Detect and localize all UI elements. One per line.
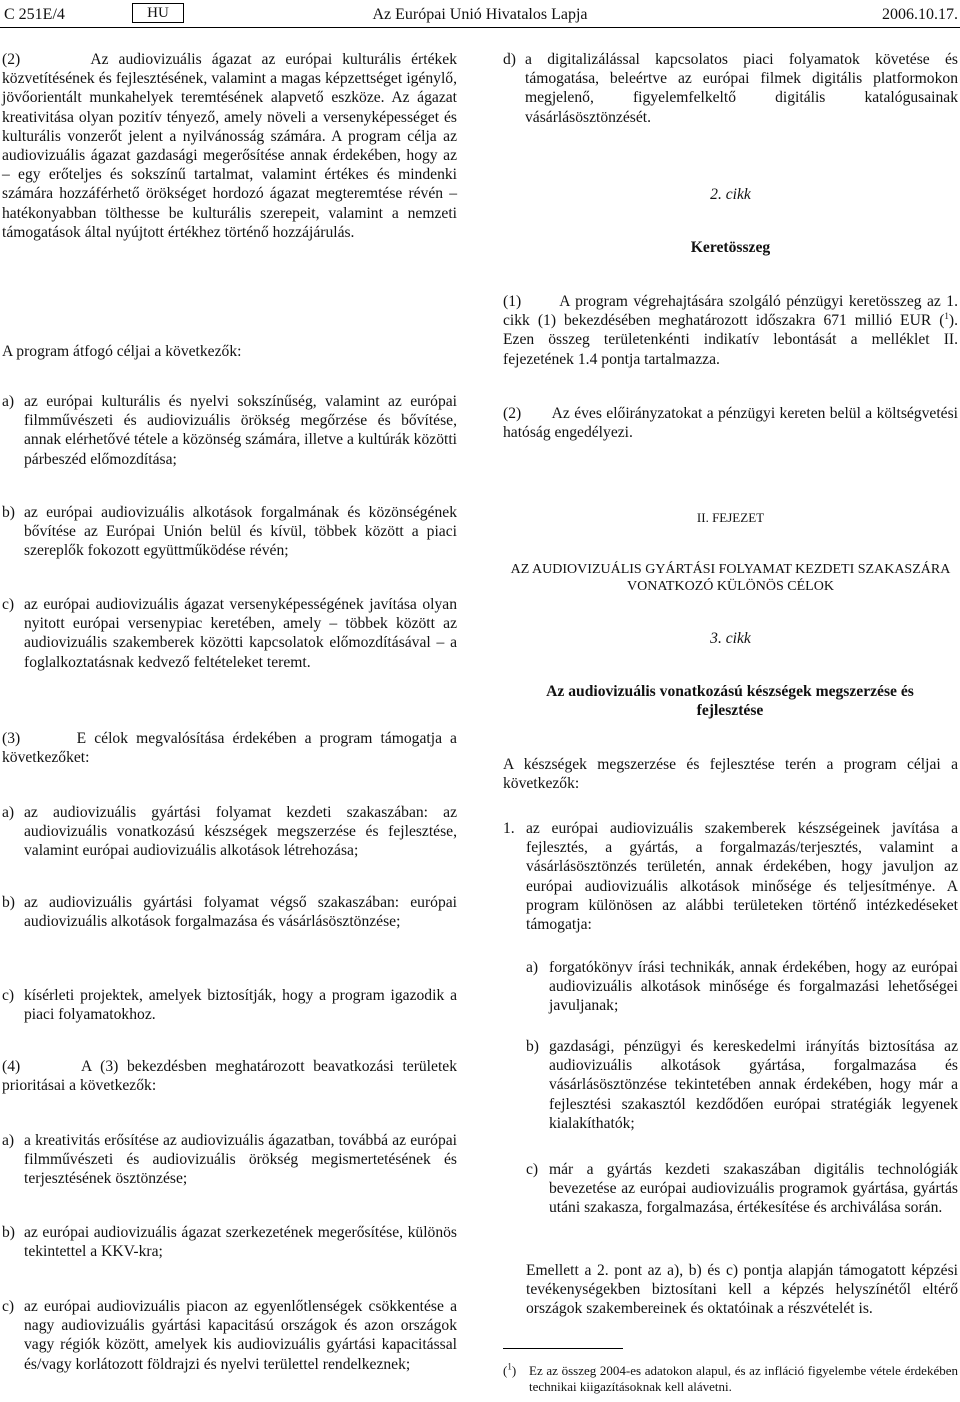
item-label: b) <box>2 894 15 911</box>
objectives-intro: A program átfogó céljai a következők: <box>2 343 242 360</box>
objective-b <box>2 503 457 561</box>
item-label: a) <box>2 393 15 410</box>
item-text: gazdasági, pénzügyi és kereskedelmi irányítás biztosítása az audiovizuális alkotások gyártása, forgalmazása és vásárlásösztönzése tekintetében annak érdekében, hogy már a fejlesztési szakasztól kezdődően európai stratégiák legyenek kialakíthatók; <box>549 1038 958 1132</box>
item-label: d) <box>503 51 516 68</box>
footnote-rule <box>503 1348 623 1349</box>
item-text: kísérleti projektek, amelyek biztosítják, hogy a program igazodik a piaci folyamatokhoz. <box>24 987 457 1024</box>
paragraph-text-cont: ). Ezen összeg területenkénti indikatív lebontását a melléklet II. fejezetének 1.4 pontja tartalmazza. <box>503 312 958 368</box>
paragraph-2 <box>2 50 457 242</box>
article-3-title: Az audiovizuális vonatkozású készségek megszerzése és fejlesztése <box>546 683 914 720</box>
paragraph-label: (1) <box>503 293 522 310</box>
article-2-paragraph-2 <box>503 404 958 442</box>
paragraph-text: Az éves előirányzatokat a pénzügyi kereten belül a költségvetési hatóság engedélyezi. <box>503 405 958 442</box>
item-text: már a gyártás kezdeti szakaszában digitális technológiák bevezetése az európai audiovizuális programok gyártása, gyártás utáni szakasza, forgalmazása, értékesítése és archiválása során. <box>549 1161 958 1217</box>
paragraph-3 <box>2 729 457 767</box>
item-text: az európai audiovizuális ágazat versenyképességének javítása olyan nyitott európai versenypiac keretében, amely – többek között az audiovizuális szakemberek közötti kapcsolatok előmozdításával – a foglalkoztatásnak kedvező feltételeket teremt. <box>24 596 457 671</box>
publication-date: 2006.10.17. <box>882 6 958 23</box>
footnote-number: 1 <box>507 1361 512 1372</box>
objective-d <box>503 50 958 127</box>
item-text: az európai audiovizuális ágazat szerkezetének megerősítése, különös tekintettel a KKV-kra; <box>24 1224 457 1261</box>
item-text: a kreativitás erősítése az audiovizuális ágazatban, továbbá az európai filmművészeti és audiovizuális örökség megismertetésének és terjesztésének ösztönzése; <box>24 1132 457 1188</box>
item-label: b) <box>2 1224 15 1241</box>
footnote-reference[interactable]: 1 <box>944 311 949 322</box>
item-label: a) <box>2 1132 15 1149</box>
item-label: b) <box>2 504 15 521</box>
support-a <box>2 803 457 861</box>
oj-reference: C 251E/4 <box>4 6 65 23</box>
paragraph-text: A program végrehajtására szolgáló pénzügyi keretösszeg az 1. cikk (1) bekezdésében meghatározott időszakra 671 millió EUR ( <box>503 293 958 330</box>
language-box: HU <box>132 3 184 23</box>
objective-c <box>2 595 457 672</box>
paragraph-label: (3) <box>2 730 21 747</box>
item-label: c) <box>2 596 15 613</box>
chapter-title: AZ AUDIOVIZUÁLIS GYÁRTÁSI FOLYAMAT KEZDETI SZAKASZÁRA VONATKOZÓ KÜLÖNÖS CÉLOK <box>510 562 951 594</box>
journal-title: Az Európai Unió Hivatalos Lapja <box>372 6 588 23</box>
item-text: forgatókönyv írási technikák, annak érdekében, hogy az európai audiovizuális alkotások minősége és forgalmazási lehetőségei javuljanak; <box>549 959 958 1015</box>
item-label: b) <box>526 1038 539 1055</box>
footnote-text: Ez az összeg 2004-es adatokon alapul, és az infláció figyelembe vétele érdekében technikai kiigazításoknak kell alávetni. <box>529 1363 958 1394</box>
support-c <box>2 986 457 1024</box>
article-2-paragraph-1 <box>503 292 958 369</box>
priority-c <box>2 1297 457 1374</box>
item-text: a digitalizálással kapcsolatos piaci folyamatok követése és támogatása, beleértve az európai filmek digitális platformokon megjelenő, figyelemfelkeltő digitális katalógusainak vásárlásösztönzését. <box>525 51 958 126</box>
item-label: 1. <box>503 820 515 837</box>
item-label: a) <box>526 959 539 976</box>
priority-b <box>2 1223 457 1261</box>
article-3-intro: A készségek megszerzése és fejlesztése terén a program céljai a következők: <box>503 756 958 793</box>
paragraph-4 <box>2 1057 457 1095</box>
article-2-title: Keretösszeg <box>690 239 771 256</box>
item-text: az európai audiovizuális alkotások forgalmának és közönségének bővítése az Európai Unión belül és kívül, többek között a piaci szereplők fokozott együttműködése révén; <box>24 504 457 560</box>
support-b <box>2 893 457 931</box>
point-1-a <box>526 958 958 1016</box>
item-text: az európai audiovizuális piacon az egyenlőtlenségek csökkentése a nagy audiovizuális gyártási kapacitású országok és azon országok vagy régiók között, amelyek kis audiovizuális gyártási kapacitással és/vagy korlátozott földrajzi és nyelvi területtel rendelkeznek; <box>24 1298 457 1373</box>
chapter-number: II. FEJEZET <box>696 510 765 525</box>
priority-a <box>2 1131 457 1189</box>
point-1-c <box>526 1160 958 1218</box>
paragraph-label: (2) <box>503 405 522 422</box>
footnote: ($^1$) Ez az összeg 2004-es adatokon alapul, és az infláció figyelembe vétele érdekében technikai kiigazításoknak kell alávetni. <box>503 1361 958 1394</box>
paragraph-label: (4) <box>2 1058 21 1075</box>
item-text: az európai kulturális és nyelvi sokszínűség, valamint az európai filmművészeti és audiovizuális örökség megőrzése és bővítése, annak elérhetővé tétele a közönség számára, illetve a kultúrák közötti párbeszéd előmozdítása; <box>24 393 457 468</box>
point-1-b <box>526 1037 958 1133</box>
item-label: c) <box>526 1161 539 1178</box>
article-2-number: 2. cikk <box>710 186 751 203</box>
point-1-closing: Emellett a 2. pont az a), b) és c) pontja alapján támogatott képzési tevékenységekben biztosítani kell a képzés helyszínétől eltérő országok szakembereinek és oktatóinak a részvételét is. <box>526 1262 958 1318</box>
objective-a <box>2 392 457 469</box>
paragraph-text: E célok megvalósítása érdekében a program támogatja a következőket: <box>2 730 457 767</box>
item-text: az európai audiovizuális szakemberek készségeinek javítása a fejlesztés, a gyártás, a forgalmazás/terjesztés, valamint a vásárlásösztönzés területén, annak érdekében, hogy javuljon az európai audiovizuális alkotások minősége és teljesítménye. A program különösen az alábbi területeken történő intézkedéseket támogatja: <box>526 820 958 934</box>
paragraph-text: Az audiovizuális ágazat az európai kulturális értékek közvetítésének és fejlesztésének, valamint a magas képzettséget igénylő, jövőorientált munkahelyek teremtésének alapvető eszköze. Az ágazat kreativitása olyan pozitív tényező, amely növeli a versenyképességet és kulturális vonzerőt jelent a nyilvánosság számára. A program célja az audiovizuális ágazat gazdasági megerősítése annak érdekében, hogy az – egy erőteljes és sokszínű tartalmat, valamint értékes és mindenki számára hozzáférhető örökséget hordozó ágazat megteremtése révén – hatékonyabban tölthesse be kulturális szerepeit, valamint a nemzeti támogatások által nyújtott értékhez történő hozzájárulás. <box>2 51 457 241</box>
item-label: c) <box>2 987 15 1004</box>
paragraph-label: (2) <box>2 51 21 68</box>
article-3-point-1 <box>503 819 958 934</box>
header-rule <box>0 27 960 28</box>
paragraph-text: A (3) bekezdésben meghatározott beavatkozási területek prioritásai a következők: <box>2 1058 457 1095</box>
item-label: c) <box>2 1298 15 1315</box>
article-3-number: 3. cikk <box>710 630 751 647</box>
item-text: az audiovizuális gyártási folyamat kezdeti szakaszában: az audiovizuális vonatkozású készségek megszerzése és fejlesztése, valamint európai audiovizuális alkotások létrehozása; <box>24 804 457 860</box>
item-label: a) <box>2 804 15 821</box>
item-text: az audiovizuális gyártási folyamat végső szakaszában: európai audiovizuális alkotások forgalmazása és vásárlásösztönzése; <box>24 894 457 931</box>
